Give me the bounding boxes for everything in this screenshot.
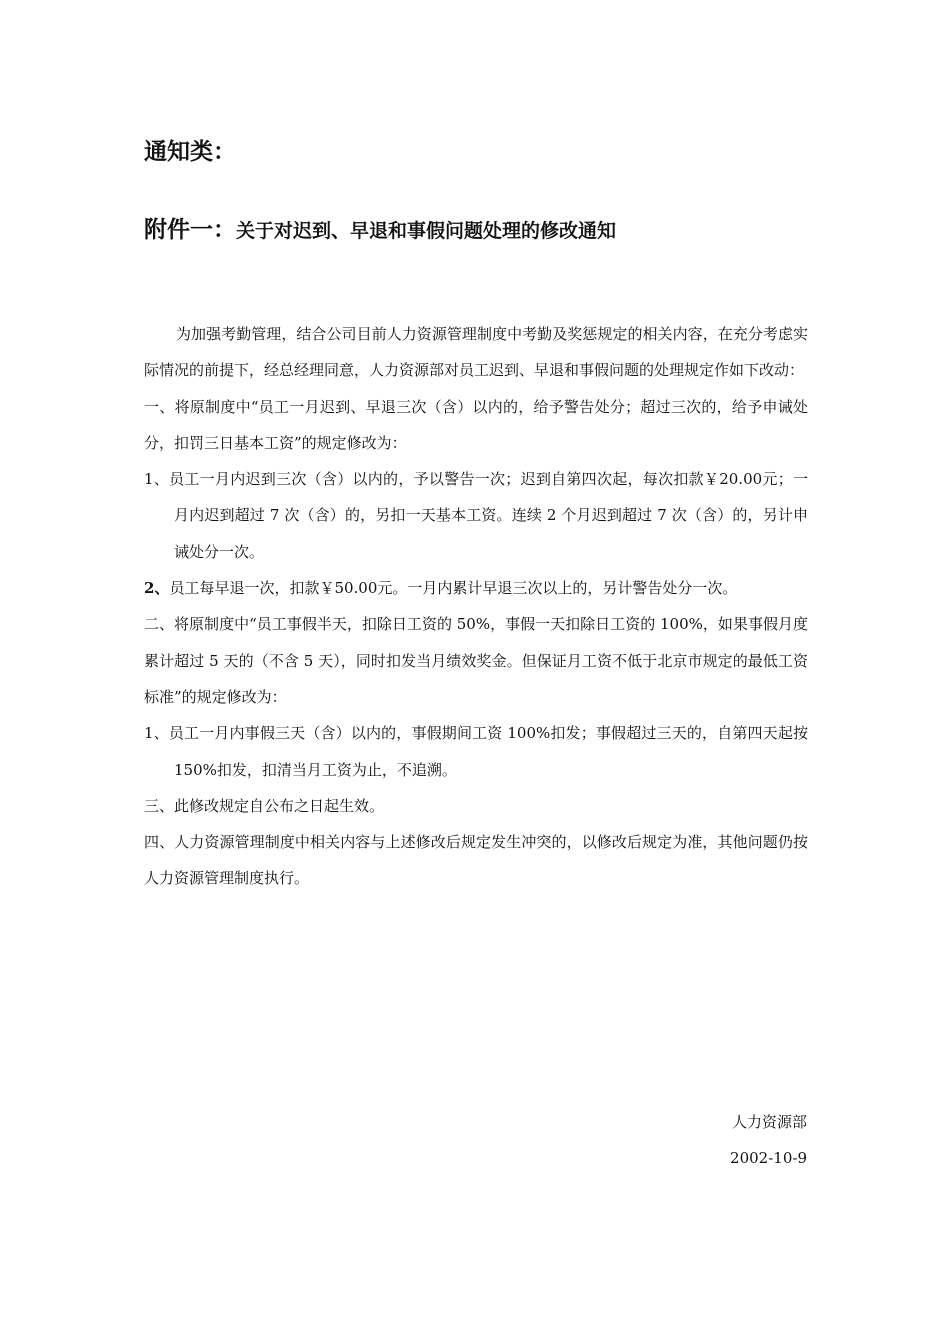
item-text: 员工一月内事假三天（含）以内的，事假期间工资 100%扣发；事假超过三天的，自第四天起按 150%扣发，扣清当月工资为止，不追溯。 <box>168 724 809 779</box>
item-number: 2、 <box>144 579 170 598</box>
signature-department: 人力资源部 <box>731 1113 807 1131</box>
item-text: 员工一月内迟到三次（含）以内的，予以警告一次；迟到自第四次起，每次扣款￥20.00元；一月内迟到超过 7 次（含）的，另扣一天基本工资。连续 2 个月迟到超过 7 次（含）的，另计申诫处分一次。 <box>169 470 808 561</box>
section-two-item-1 <box>144 715 808 788</box>
notice-body <box>144 316 808 897</box>
attachment-title <box>144 214 616 248</box>
attachment-prefix: 附件一： <box>144 217 236 243</box>
section-two: 二、将原制度中“员工事假半天，扣除日工资的 50%，事假一天扣除日工资的 100%，如果事假月度累计超过 5 天的（不含 5 天），同时扣发当月绩效奖金。但保证月工资不低于北京市规定的最低工资标准”的规定修改为： <box>144 615 808 706</box>
category-title: 通知类： <box>144 139 236 165</box>
signature-block <box>730 1104 807 1176</box>
item-number: 1、 <box>144 470 170 489</box>
item-text: 员工每早退一次，扣款￥50.00元。一月内累计早退三次以上的，另计警告处分一次。 <box>169 579 738 598</box>
intro-paragraph: 为加强考勤管理，结合公司目前人力资源管理制度中考勤及奖惩规定的相关内容，在充分考虑实际情况的前提下，经总经理同意，人力资源部对员工迟到、早退和事假问题的处理规定作如下改动： <box>144 325 808 380</box>
section-one-item-2 <box>144 570 808 606</box>
section-three: 三、此修改规定自公布之日起生效。 <box>144 796 385 815</box>
section-one: 一、将原制度中“员工一月迟到、早退三次（含）以内的，给予警告处分；超过三次的，给予申诫处分，扣罚三日基本工资”的规定修改为： <box>144 397 808 452</box>
item-number: 1、 <box>144 724 169 743</box>
section-four: 四、人力资源管理制度中相关内容与上述修改后规定发生冲突的，以修改后规定为准，其他问题仍按人力资源管理制度执行。 <box>144 833 808 888</box>
signature-date: 2002-10-9 <box>730 1149 807 1167</box>
attachment-title-text: 关于对迟到、早退和事假问题处理的修改通知 <box>236 220 617 242</box>
section-one-item-1 <box>144 461 808 570</box>
